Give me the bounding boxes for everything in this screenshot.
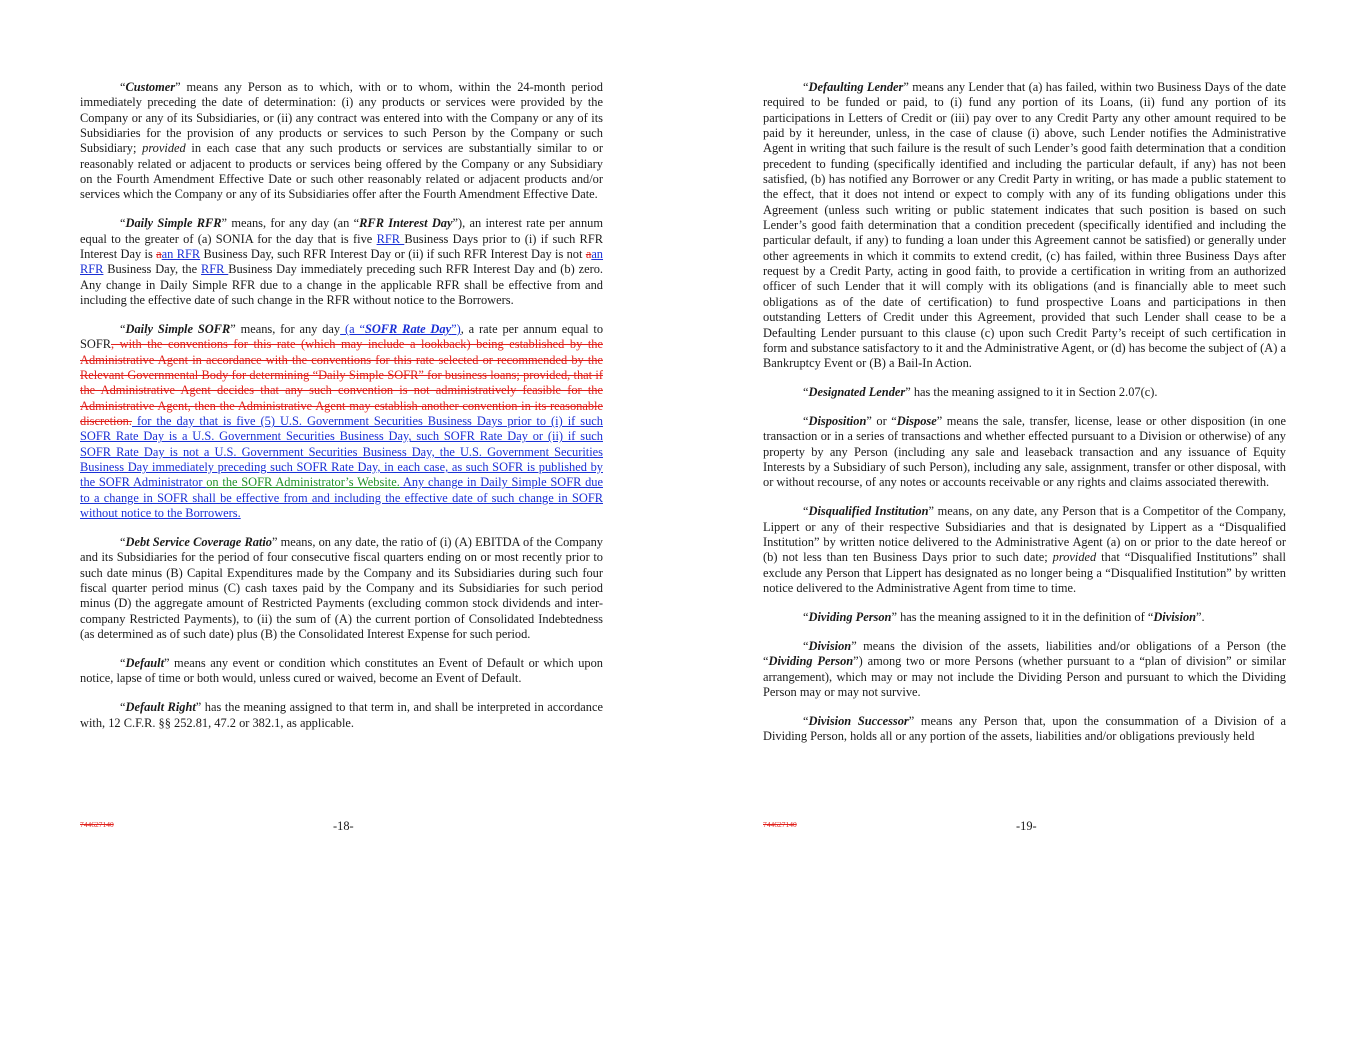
inserted-text: an RFR: [161, 247, 201, 262]
body-text: ” has the meaning assigned to it in the definition of “: [891, 610, 1154, 625]
body-text: “: [120, 216, 126, 231]
defined-term: Dividing Person: [768, 654, 854, 669]
italic-text: provided: [1052, 550, 1097, 565]
document-id-footer: 744627140: [763, 820, 797, 829]
body-text: “: [803, 610, 809, 625]
body-text: ”) among two or more Persons (whether pursuant to a “plan of division” or similar arrangement), which may or may not include the Dividing Person and pursuant to which the Dividing Person may or may not survive.: [763, 654, 1286, 699]
body-text: ” means, on any date, the ratio of (i) (A) EBITDA of the Company and its Subsidiaries for the period of four consecutive fiscal quarters ending on or most recently prior to such date minus (B) Capital Expenditures made by the Company and its Subsidiaries during such four fiscal quarter period minus (C) cash taxes paid by the Company and its Subsidiaries for such period minus (D) the aggregate amount of Restricted Payments (excluding common stock dividends and inter-company Restricted Payments), to (ii) the sum of (A) the current portion of Consolidated Indebtedness (as determined as of such date) plus (B) the Consolidated Interest Expense for such period.: [80, 535, 603, 642]
deleted-text: , with the conventions for this rate (which may include a lookback) being established by the Administrative Agent in accordance with the conventions for this rate selected or recommended by the Relevant Governmental Body for determining “Daily Simple SOFR” for business loans; provided, that if the Administrative Agent decides that any such convention is not administratively feasible for the Administrative Agent, then the Administrative Agent may establish another convention in its reasonable discretion.: [80, 337, 603, 429]
defined-term: Customer: [125, 80, 176, 94]
body-text: “: [803, 385, 809, 400]
body-text: ” has the meaning assigned to that term in, and shall be interpreted in accordance with, 12 C.F.R. §§ 252.81, 47.2 or 382.1, as applicable.: [80, 700, 603, 730]
body-text: ” means, for any day: [230, 322, 341, 336]
defined-term: Dispose: [896, 414, 937, 429]
body-text: “: [803, 80, 809, 94]
body-text: Business Day, such RFR Interest Day or (ii) if such RFR Interest Day is not: [200, 247, 586, 262]
body-text: , a rate per annum equal to SOFR: [80, 322, 604, 352]
deleted-text: a: [156, 247, 162, 262]
body-text: ” means any Lender that (a) has failed, within two Business Days of the date required to be funded or paid, to (i) fund any portion of its Loans, (ii) fund any portion of its participations in Letters of Credit or (iii) pay over to any Credit Party any other amount required to be paid by it hereunder, unless, in the case of clause (i) above, such Lender notifies the Administrative Agent in writing that such failure is the result of such Lender’s good faith determination that a condition precedent to funding (specifically identified and including the particular default, if any) has not been satisfied, (b) has notified any Borrower or any Credit Party in writing, or has made a public statement to the effect, that it does not intend or expect to comply with any of its funding obligations under this Agreement (unless such writing or public statement indicates that such position is based on such Lender’s good faith determination that a condition precedent (specifically identified and including the particular default, if any) to funding a loan under this Agreement cannot be satisfied) or generally under other agreements in which it commits to extend credit, (c) has failed, within three Business Days after request by a Credit Party, acting in good faith, to provide a certification in writing from an authorized officer of such Lender that it will comply with its obligations (and is financially able to meet such obligations as of the date of certification) to fund prospective Loans and participations in then outstanding Letters of Credit under this Agreement, provided that such Lender shall cease to be a Defaulting Lender pursuant to this clause (c) upon such Credit Party’s receipt of such certification in form and substance satisfactory to it and the Administrative Agent, or (d) has become the subject of (A) a Bankruptcy Event or (B) a Bail-In Action.: [763, 80, 1286, 371]
page-18: [0, 0, 682, 1055]
definition-paragraph: [763, 639, 1286, 700]
deleted-text: a: [585, 247, 592, 262]
defined-term: Debt Service Coverage Ratio: [125, 535, 272, 550]
body-text: ” means the sale, transfer, license, lease or other disposition (in one transaction or in a series of transactions and whether effected pursuant to a Division or otherwise) of any property by any Person (including any sale and leaseback transaction and any issuance of Equity Interests by a Subsidiary of such Person), including any sale, assignment, transfer or other disposal, with or without recourse, of any notes or accounts receivable or any rights and claims associated therewith.: [763, 414, 1286, 490]
definition-paragraph: [763, 414, 1286, 491]
body-text: “: [803, 504, 809, 519]
document-id-footer: 744627140: [80, 820, 114, 829]
defined-term: Daily Simple RFR: [125, 216, 222, 231]
page-19: [683, 0, 1365, 1055]
defined-term: Division: [1153, 610, 1197, 625]
body-text: “: [120, 80, 126, 94]
inserted-defined-term: SOFR Rate Day: [364, 322, 452, 336]
body-text: “: [120, 322, 126, 336]
definition-paragraph: [763, 80, 1286, 372]
definitions-column: [763, 80, 1286, 758]
inserted-text: RFR: [200, 262, 229, 277]
definition-paragraph: [80, 656, 603, 687]
page-number: -18-: [333, 819, 354, 833]
body-text: that “Disqualified Institutions” shall exclude any Person that Lippert has designated as no longer being a “Disqualified Institution” by written notice delivered to the Administrative Agent from time to time.: [763, 550, 1286, 596]
italic-text: provided: [142, 141, 186, 156]
definition-paragraph: [763, 714, 1286, 745]
definitions-column: [80, 80, 603, 745]
body-text: “: [120, 656, 126, 671]
inserted-text: ”): [451, 322, 461, 336]
inserted-text: (a “: [340, 322, 365, 336]
defined-term: Designated Lender: [808, 385, 906, 400]
definition-paragraph: [80, 700, 603, 731]
definition-paragraph: [80, 216, 603, 308]
defined-term: Default: [125, 656, 165, 671]
page-number: -19-: [1016, 819, 1037, 833]
body-text: ” means any Person as to which, with or to whom, within the 24-month period immediately preceding the date of determination: (i) any products or services were provided by the Company or any of its Subsidiaries, or (ii) any contract was entered into with the Company or any of its Subsidiaries for the provision of any products or services to such Person by the Company or such Subsidiary;: [80, 80, 603, 156]
body-text: ” means any event or condition which constitutes an Event of Default or which upon notice, lapse of time or both would, unless cured or waived, become an Event of Default.: [80, 656, 603, 686]
defined-term: RFR Interest Day: [359, 216, 453, 231]
defined-term: Division Successor: [808, 713, 909, 728]
defined-term: Daily Simple SOFR: [125, 322, 231, 336]
defined-term: Disqualified Institution: [808, 504, 929, 519]
defined-term: Dividing Person: [808, 610, 892, 625]
body-text: Business Days prior to (i) if such RFR Interest Day is: [80, 231, 603, 262]
body-text: “: [803, 414, 809, 429]
definition-paragraph: [763, 504, 1286, 596]
inserted-text: RFR: [376, 231, 405, 246]
definition-paragraph: [763, 610, 1286, 625]
definition-paragraph: [763, 385, 1286, 400]
body-text: ”.: [1196, 610, 1205, 625]
defined-term: Defaulting Lender: [808, 80, 904, 94]
body-text: in each case that any such products or services are substantially similar to or reasonably related or adjacent to products or services being offered by the Company or any Subsidiary on the Fourth Amendment Effective Date or such other reasonably related or adjacent products and/or services which the Company or any of its Subsidiaries offer after the Fourth Amendment Effective Date.: [80, 141, 603, 202]
body-text: ” means, on any date, any Person that is a Competitor of the Company, Lippert or any of their respective Subsidiaries and that is designated by Lippert as a “Disqualified Institution” by written notice delivered to the Administrative Agent (a) on or prior to the date hereof or (b) not less than ten Business Days prior to such date;: [763, 504, 1286, 565]
body-text: “: [803, 713, 809, 728]
body-text: ” or “: [866, 414, 897, 429]
body-text: ” means, for any day (an “: [221, 216, 360, 231]
defined-term: Division: [808, 638, 852, 653]
body-text: “: [803, 638, 809, 653]
body-text: “: [120, 700, 126, 715]
defined-term: Default Right: [125, 700, 196, 715]
inserted-text: an RFR: [80, 247, 604, 277]
defined-term: Disposition: [808, 414, 867, 429]
definition-paragraph: [80, 80, 603, 203]
body-text: ” means the division of the assets, liabilities and/or obligations of a Person (the “: [763, 638, 1286, 669]
inserted-text: for the day that is five (5) U.S. Government Securities Business Days prior to (i) if such SOFR Rate Day is a U.S. Government Securities Business Day, such SOFR Rate Day or (ii) if such SOFR Rate Day is not a U.S. Government Securities Business Day, the U.S. Government Securities Business Day immediately preceding such SOFR Rate Day, in each case, as such SOFR is published by the SOFR Administrator: [80, 414, 603, 490]
moved-text: on the SOFR Administrator’s Website.: [206, 475, 400, 490]
body-text: Business Day immediately preceding such RFR Interest Day and (b) zero. Any change in Daily Simple RFR due to a change in the applicable RFR shall be effective from and including the effective date of such change in the RFR without notice to the Borrowers.: [80, 262, 603, 308]
body-text: ” means any Person that, upon the consummation of a Division of a Dividing Person, holds all or any portion of the assets, liabilities and/or obligations previously held: [763, 713, 1286, 744]
definition-paragraph: [80, 322, 603, 521]
definition-paragraph: [80, 535, 603, 642]
body-text: ”), an interest rate per annum equal to the greater of (a) SONIA for the day that is five: [80, 216, 603, 246]
inserted-text: Any change in Daily Simple SOFR due to a change in SOFR shall be effective from and including the effective date of such change in SOFR without notice to the Borrowers.: [80, 475, 603, 521]
body-text: Business Day, the: [103, 262, 201, 277]
body-text: “: [120, 535, 126, 550]
body-text: ” has the meaning assigned to it in Section 2.07(c).: [905, 385, 1158, 400]
